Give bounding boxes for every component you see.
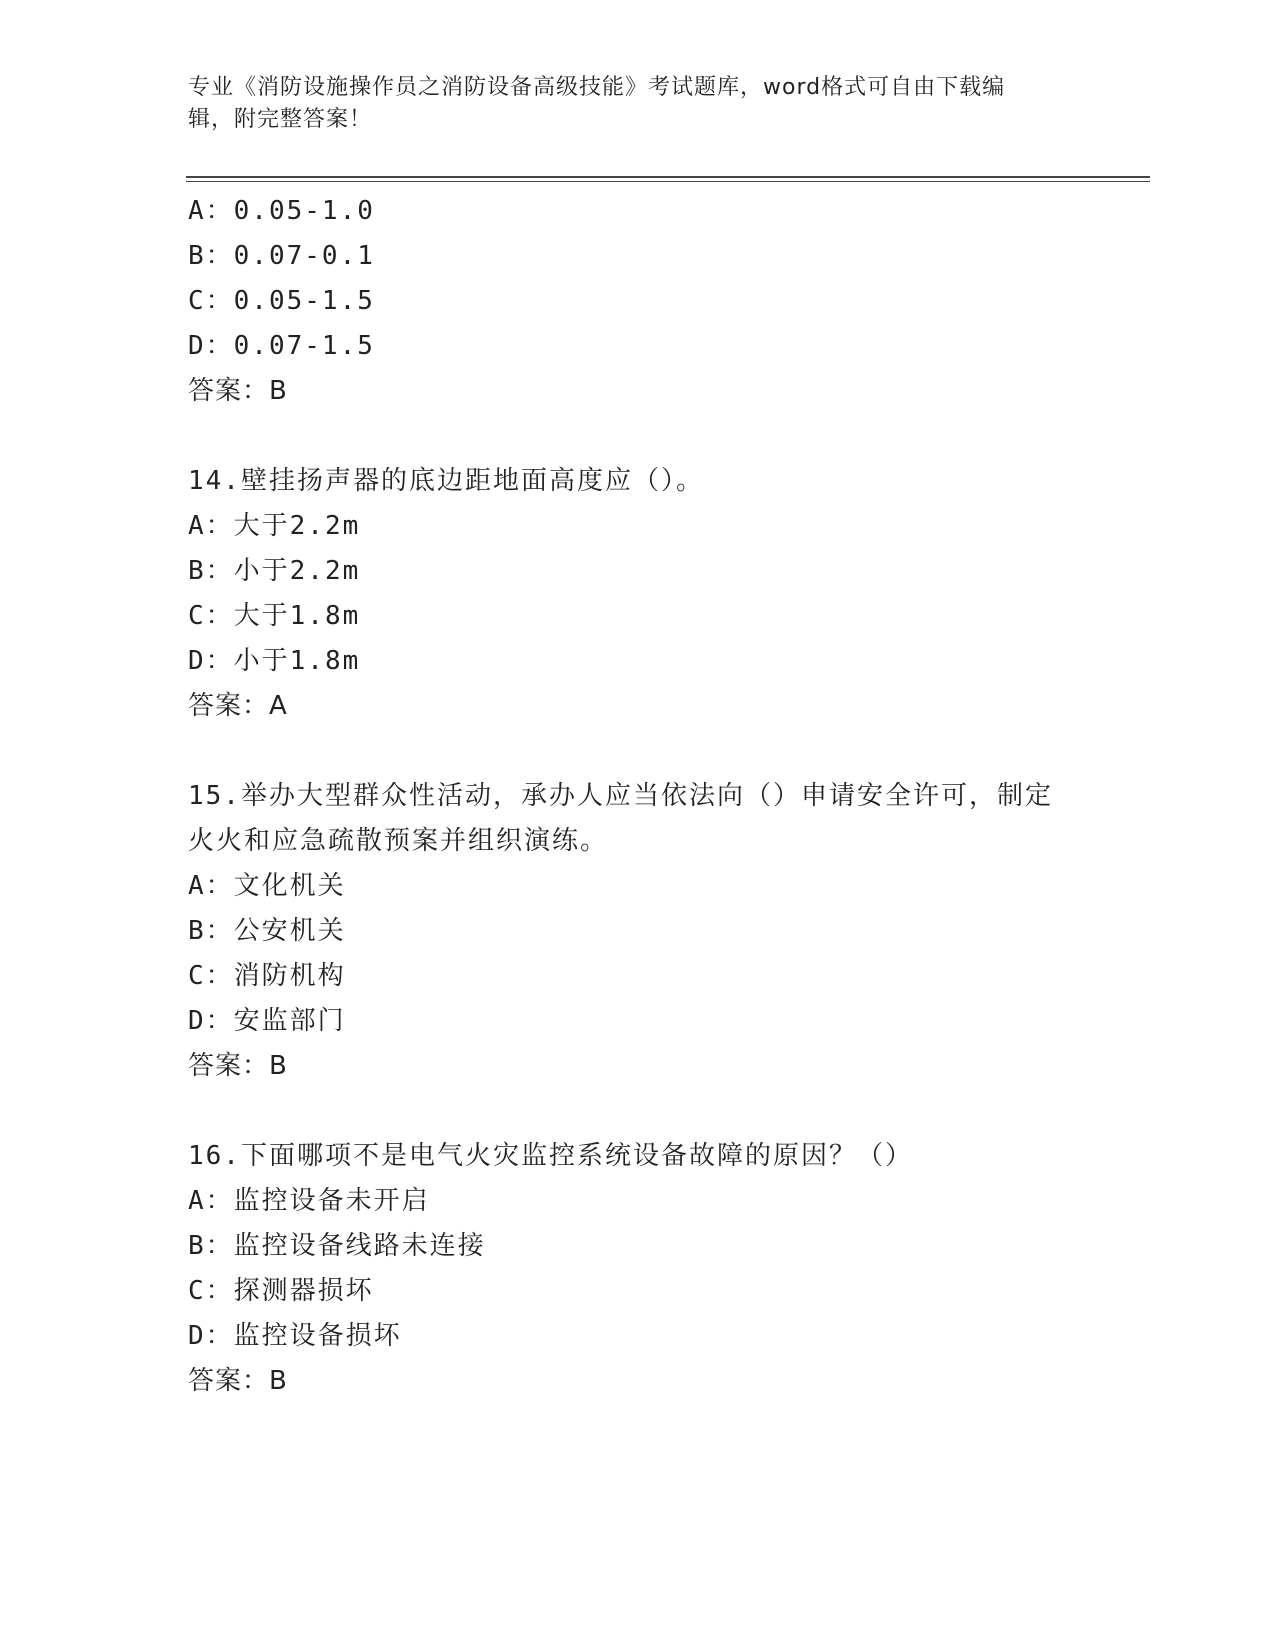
q15-option-a: A：文化机关 [188,871,346,901]
q14-option-b: B：小于2.2m [188,556,361,586]
q13-answer: 答案：B [188,376,288,406]
q15-option-d: D：安监部门 [188,1006,346,1036]
q13-option-c: C：0.05-1.5 [188,286,375,316]
q16-stem: 16.下面哪项不是电气火灾监控系统设备故障的原因？（） [188,1141,913,1171]
q13-option-d: D：0.07-1.5 [188,331,375,361]
q16-option-c: C：探测器损坏 [188,1276,374,1306]
q16-option-b: B：监控设备线路未连接 [188,1231,486,1261]
q15-stem-line-1: 15.举办大型群众性活动，承办人应当依法向（）申请安全许可，制定 [188,781,1053,811]
q13-option-a: A：0.05-1.0 [188,196,375,226]
header-divider-thick [186,176,1150,178]
q15-answer: 答案：B [188,1051,288,1081]
q14-stem: 14.壁挂扬声器的底边距地面高度应（）。 [188,466,704,496]
q16-option-a: A：监控设备未开启 [188,1186,430,1216]
q16-option-d: D：监控设备损坏 [188,1321,402,1351]
header-line-2: 辑，附完整答案！ [188,107,373,132]
q15-option-c: C：消防机构 [188,961,346,991]
q16-answer: 答案：B [188,1366,288,1396]
q15-stem-line-2: 火火和应急疏散预案并组织演练。 [188,826,609,856]
q14-answer: 答案：A [188,691,288,721]
q14-option-d: D：小于1.8m [188,646,361,676]
q15-option-b: B：公安机关 [188,916,346,946]
q14-option-c: C：大于1.8m [188,601,361,631]
document-header [188,72,1068,136]
header-divider-thin [186,181,1150,182]
header-line-1: 专业《消防设施操作员之消防设备高级技能》考试题库，word格式可自由下载编 [188,75,1006,100]
q14-option-a: A：大于2.2m [188,511,361,541]
q13-option-b: B：0.07-0.1 [188,241,375,271]
